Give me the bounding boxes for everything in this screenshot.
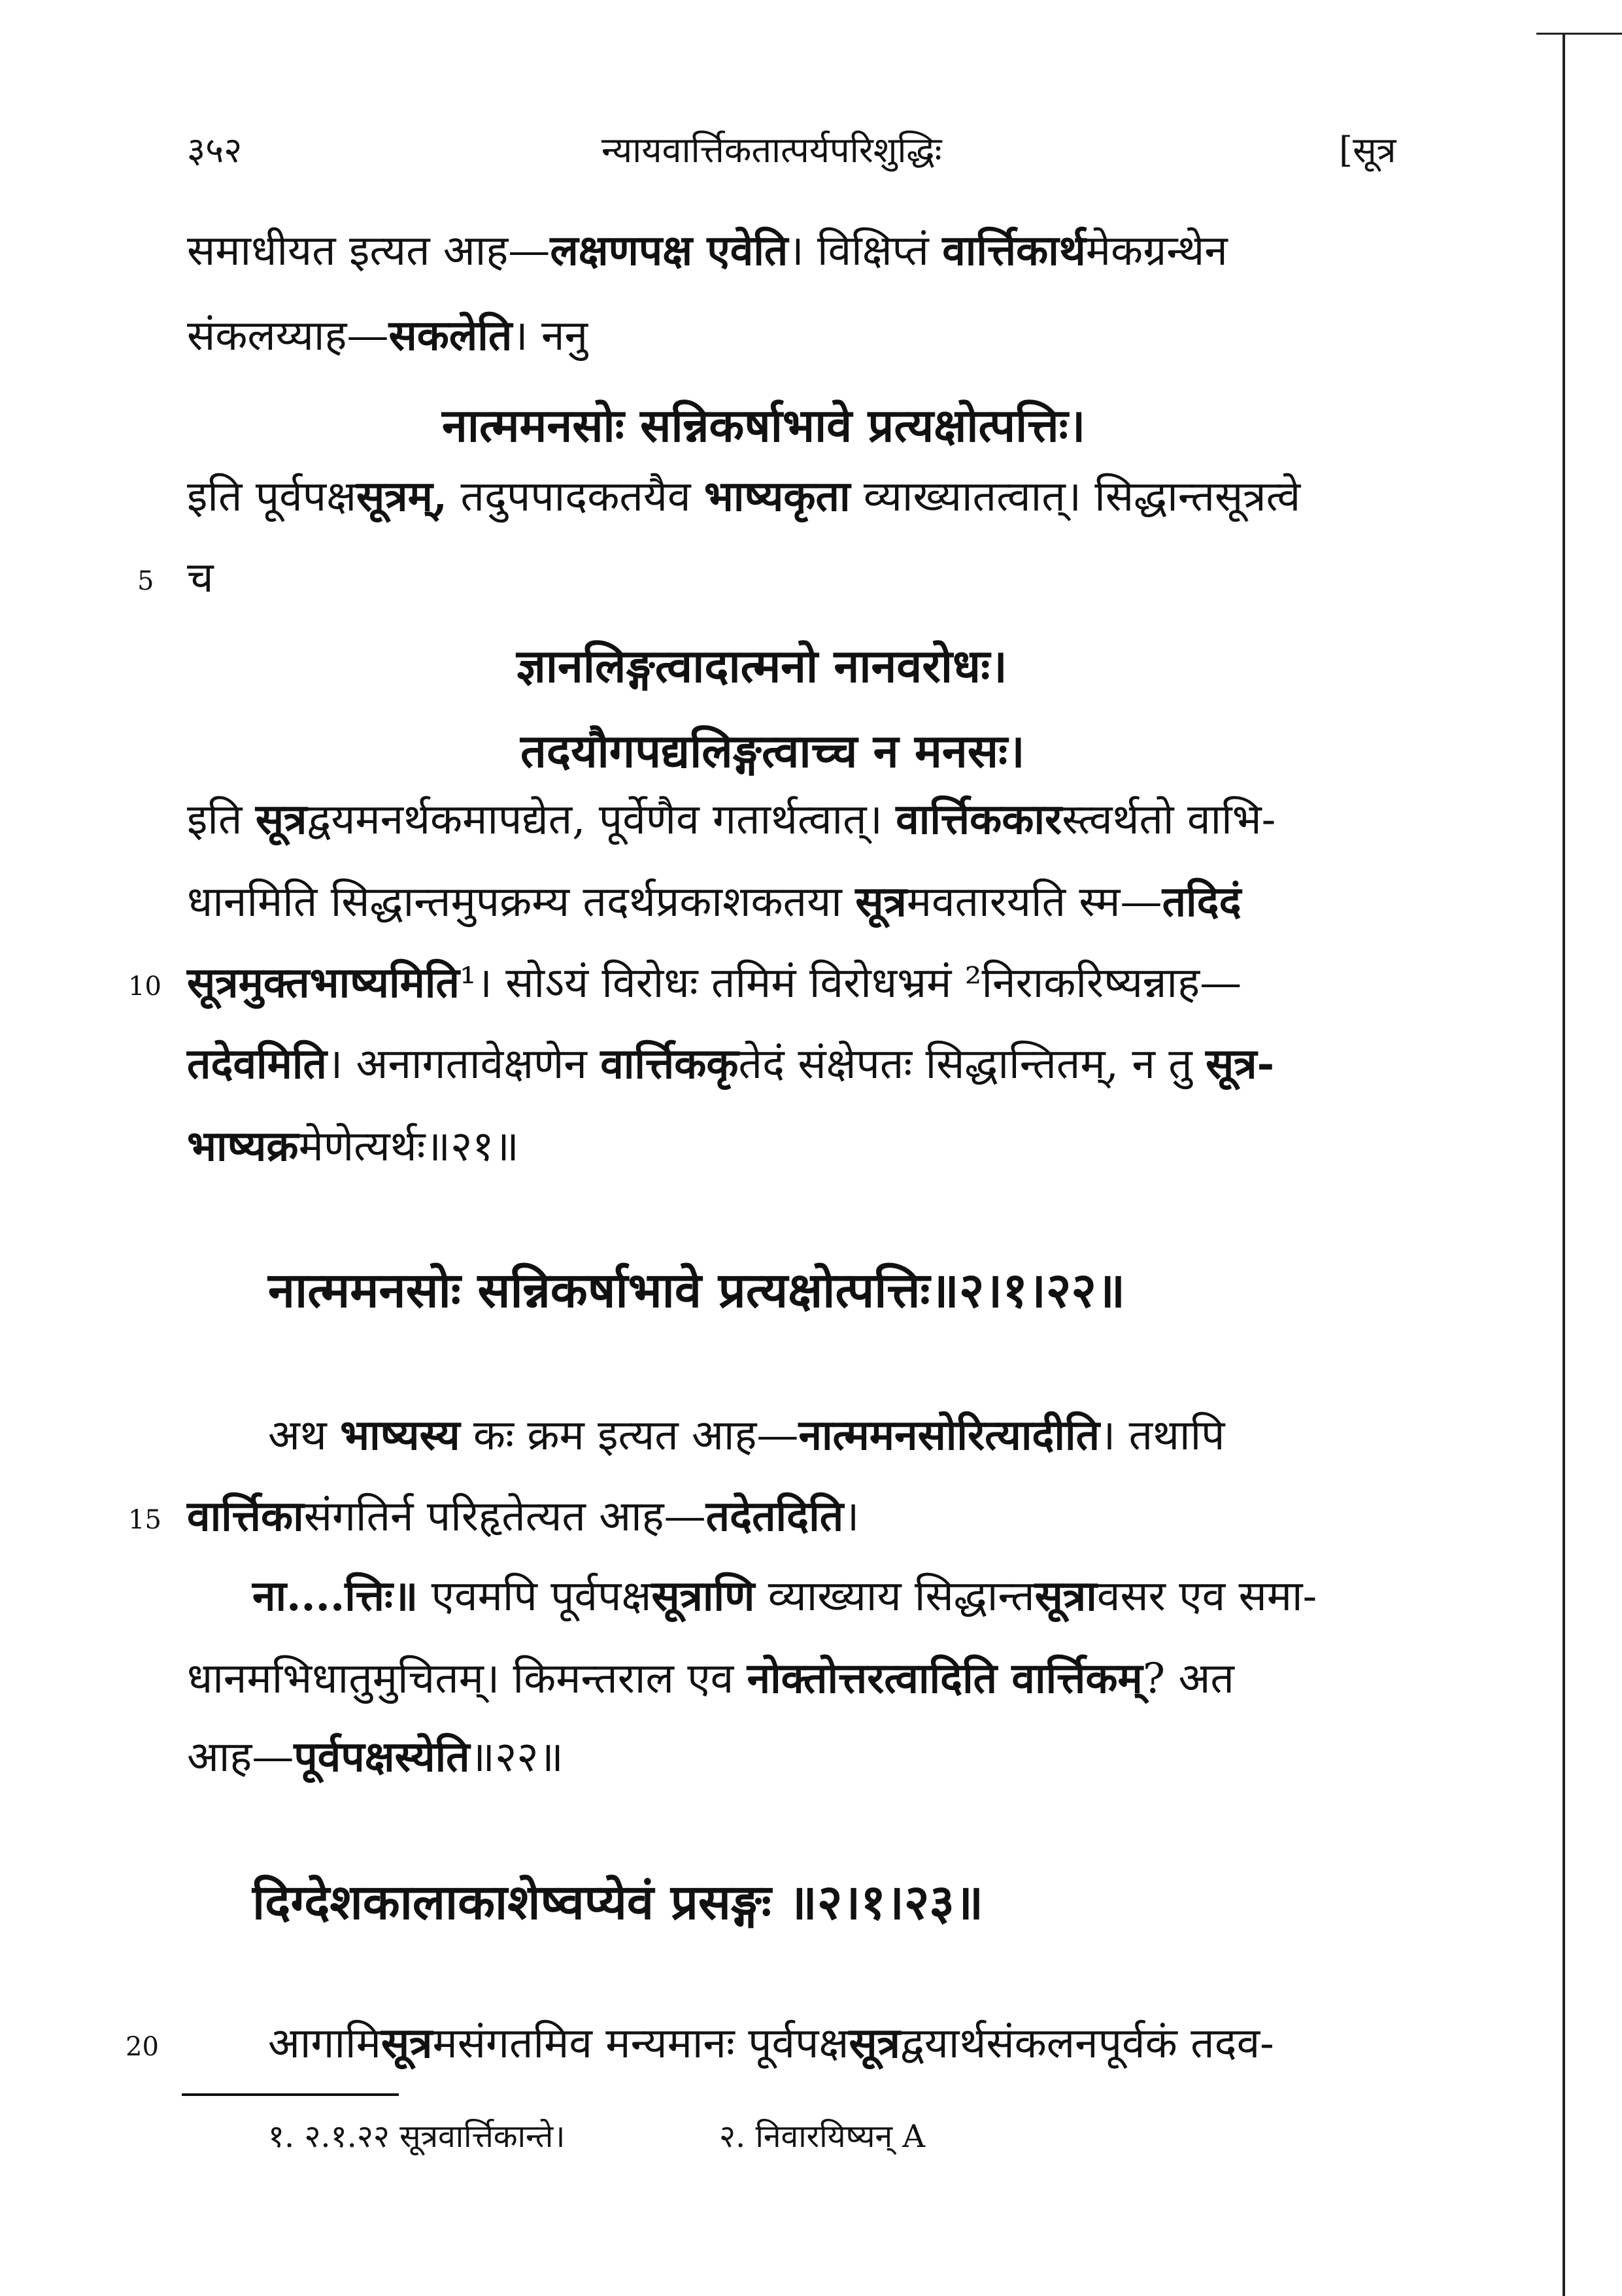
text-line — [268, 2019, 1274, 2068]
bold-text: पूर्वपक्षस्येति — [294, 1732, 470, 1781]
footnote: १. २.१.२२ सूत्रवार्त्तिकान्ते। — [268, 2118, 566, 2155]
bold-text: भाष्यस्य — [340, 1411, 460, 1460]
bold-text: सूत्रा — [1034, 1572, 1097, 1621]
text-line — [187, 554, 214, 602]
page-number: ३५२ — [187, 129, 243, 171]
sutra-verse: ज्ञानलिङ्गत्वादात्मनो नानवरोधः। — [516, 639, 1007, 693]
text-line — [187, 472, 1301, 521]
running-title: न्यायवार्त्तिकतात्पर्यपरिशुद्धिः — [601, 129, 942, 171]
scan-edge-right — [1563, 33, 1565, 2296]
text-segment: इति — [187, 796, 256, 844]
text-segment: । विक्षिप्तं — [788, 227, 943, 275]
line-number: 10 — [128, 971, 161, 1002]
text-segment: इति पूर्वपक्ष — [187, 473, 356, 521]
text-segment: संगतिर्न परिहृतेत्यत आह— — [303, 1493, 706, 1541]
bold-text: सूत्र — [849, 2019, 900, 2068]
text-segment: । ननु — [512, 312, 588, 360]
bold-text: सूत्र — [855, 877, 907, 926]
bold-text: वार्त्तिका — [187, 1492, 304, 1541]
bold-text: नात्ममनसोरित्यादीति — [798, 1411, 1100, 1460]
bold-text: वार्त्तिकार्थ — [942, 226, 1086, 275]
text-segment: वसर एव समा- — [1096, 1572, 1317, 1621]
text-line — [187, 311, 588, 360]
bold-text: सूत्रम्, — [356, 472, 448, 521]
text-segment: धानमभिधातुमुचितम्। किमन्तराल एव — [187, 1655, 747, 1703]
text-segment: ? अत — [1142, 1655, 1234, 1703]
text-segment: । — [843, 1493, 860, 1541]
bold-text: वार्त्तिककृ — [600, 1039, 739, 1089]
text-segment: । तथापि — [1100, 1411, 1225, 1460]
sutra-verse: नात्ममनसोः सन्निकर्षाभावे प्रत्यक्षोत्पत्तिः। — [442, 398, 1086, 452]
text-line — [187, 1492, 860, 1541]
bold-text: भाष्यक्र — [187, 1122, 299, 1171]
text-segment: आगामि — [268, 2019, 381, 2068]
bold-text: तदेतदिति — [705, 1492, 844, 1541]
bold-text: वार्त्तिककार — [896, 795, 1062, 844]
text-segment: अथ — [268, 1411, 341, 1460]
text-segment: व्याख्याय सिद्धान्त — [754, 1572, 1035, 1621]
text-segment: । अनागतावेक्षणेन — [326, 1040, 601, 1089]
text-line — [187, 1122, 519, 1171]
text-line — [187, 958, 1242, 1007]
text-segment: द्वयार्थसंकलनपूर्वकं तदव- — [900, 2019, 1274, 2068]
text-segment: तदुपपादकतयैव — [447, 473, 704, 521]
bold-text: सूत्र- — [1206, 1039, 1275, 1089]
text-segment: मवतारयति स्म— — [906, 878, 1162, 926]
bold-text: सूत्रमुक्तभाष्यमिति — [187, 958, 460, 1007]
bold-text: सूत्राणि — [651, 1572, 755, 1621]
text-segment: च — [187, 554, 214, 602]
line-number: 15 — [128, 1505, 161, 1535]
footnote-rule — [182, 2093, 399, 2096]
text-line — [187, 1039, 1275, 1089]
text-line — [187, 226, 1228, 275]
bold-text: सूत्र — [380, 2019, 433, 2068]
bold-text: लक्षणपक्ष एवेति — [550, 226, 788, 275]
bold-text: सकलेति — [388, 311, 513, 360]
text-segment: ॥२२॥ — [469, 1733, 564, 1781]
text-segment: व्याख्यातत्वात्। सिद्धान्तसूत्रत्वे — [850, 473, 1301, 521]
text-line — [268, 1411, 1225, 1460]
text-segment: स्त्वर्थतो वाभि- — [1062, 796, 1276, 844]
text-line — [252, 1572, 1317, 1621]
text-segment: आह— — [187, 1733, 294, 1781]
sutra-heading: दिग्देशकालाकाशेष्वप्येवं प्रसङ्गः ॥२।१।२३॥ — [252, 1874, 984, 1931]
text-segment: मसंगतमिव मन्यमानः पूर्वपक्ष — [432, 2019, 849, 2068]
line-number: 20 — [126, 2032, 159, 2062]
section-label: [सूत्र — [1339, 129, 1396, 171]
bold-text: नोक्तोत्तरत्वादिति वार्त्तिकम् — [747, 1654, 1143, 1703]
footnote: २. निवारयिष्यन् A — [719, 2118, 926, 2155]
text-line — [187, 795, 1276, 844]
text-segment: मेणेत्यर्थः॥२१॥ — [298, 1123, 519, 1171]
text-line — [187, 1732, 564, 1781]
bold-text: तदेवमिति — [187, 1039, 327, 1089]
text-segment: संकलय्याह— — [187, 312, 389, 360]
text-line — [187, 877, 1242, 926]
text-segment: समाधीयत इत्यत आह— — [187, 227, 550, 275]
bold-text: सूत्र — [255, 795, 307, 844]
bold-text: भाष्यकृता — [703, 472, 851, 521]
text-segment: एवमपि पूर्वपक्ष — [418, 1572, 652, 1621]
bold-text: तदिदं — [1162, 877, 1242, 926]
scan-edge-top — [1536, 33, 1622, 35]
bold-text: ना....त्तिः॥ — [252, 1572, 418, 1621]
text-segment: धानमिति सिद्धान्तमुपक्रम्य तदर्थप्रकाशकतया — [187, 878, 856, 926]
text-segment: द्वयमनर्थकमापद्येत, पूर्वेणैव गतार्थत्वात्। — [307, 796, 896, 844]
text-segment: कः क्रम इत्यत आह— — [460, 1411, 799, 1460]
sutra-heading: नात्ममनसोः सन्निकर्षाभावे प्रत्यक्षोत्पत्तिः॥२।१।२२॥ — [268, 1262, 1126, 1319]
text-segment: तेदं संक्षेपतः सिद्धान्तितम्, न तु — [738, 1040, 1206, 1089]
text-segment: मेकग्रन्थेन — [1085, 227, 1228, 275]
sutra-verse: तदयौगपद्यलिङ्गत्वाच्च न मनसः। — [520, 724, 1025, 778]
line-number: 5 — [137, 566, 154, 596]
text-segment: ¹। सोऽयं विरोधः तमिमं विरोधभ्रमं ²निराकरिष्यन्नाह— — [459, 959, 1242, 1007]
text-line — [187, 1654, 1234, 1703]
